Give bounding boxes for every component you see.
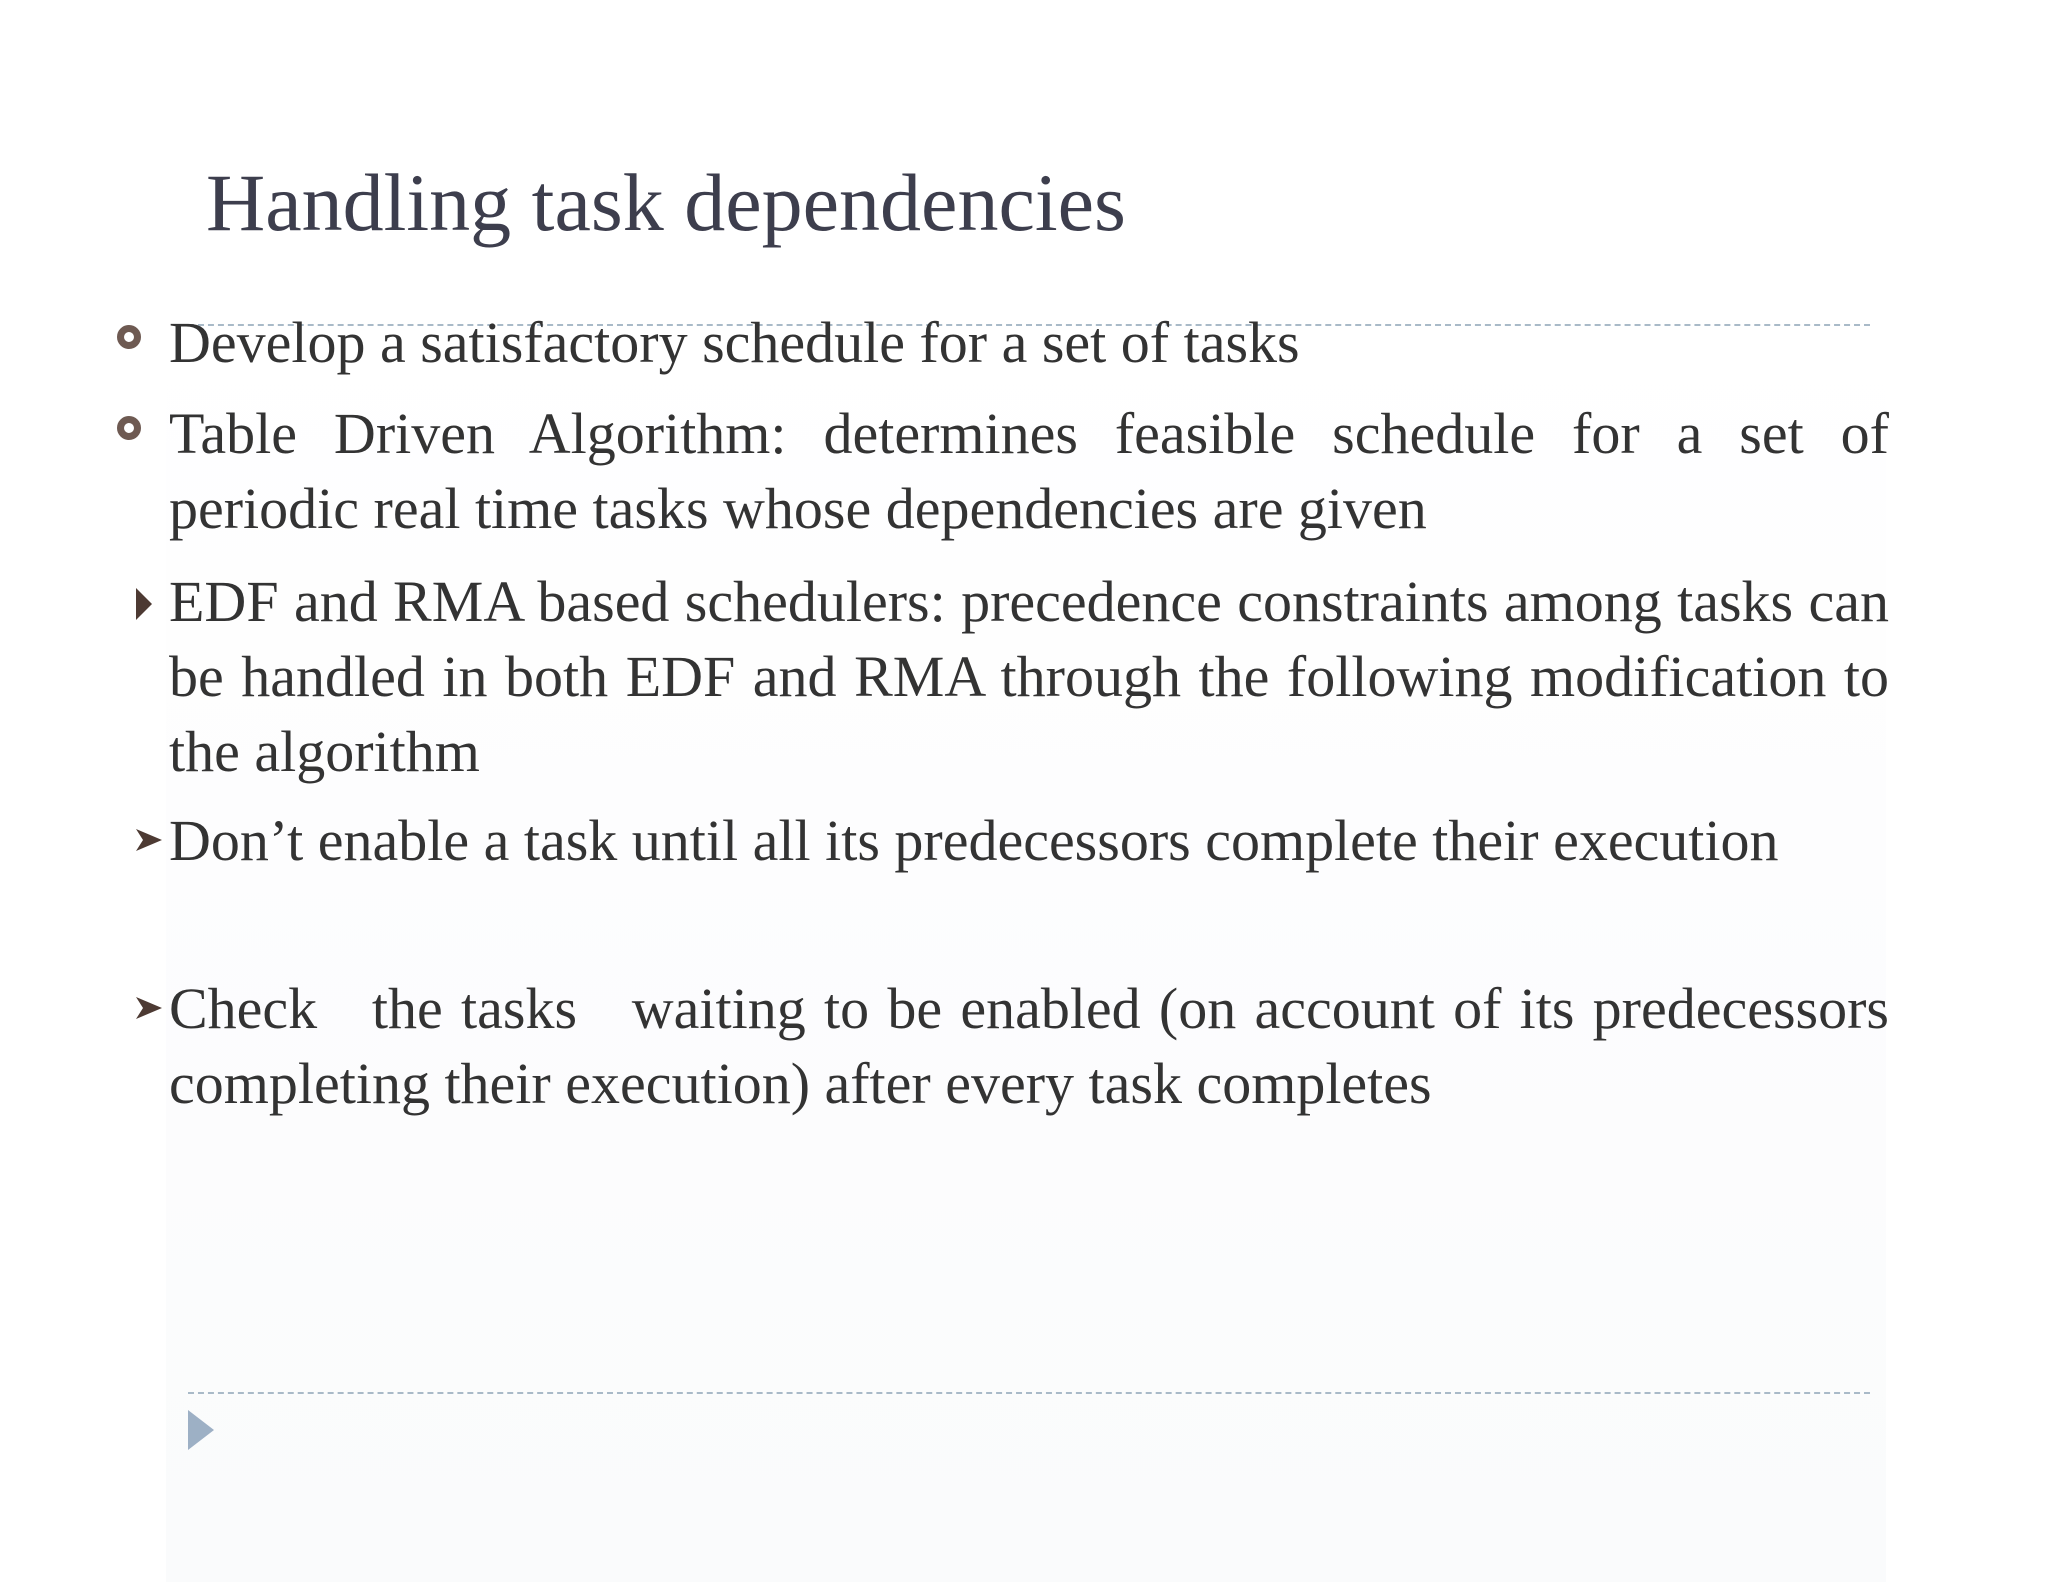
bullet-item xyxy=(169,396,1889,546)
bullet-item xyxy=(169,564,1889,789)
hollow-circle-bullet-icon xyxy=(117,325,141,349)
play-triangle-icon xyxy=(188,1410,214,1450)
slide-title: Handling task dependencies xyxy=(206,157,1126,248)
bullet-text: Table Driven Algorithm: determines feasible schedule for a set of periodic real time tasks whose dependencies are given xyxy=(169,401,1889,541)
bullet-item xyxy=(169,305,1889,380)
bullet-item xyxy=(169,803,1889,878)
bullet-item xyxy=(169,971,1904,1121)
arrowhead-bullet-icon xyxy=(134,993,164,1023)
arrowhead-bullet-icon xyxy=(134,825,164,855)
hollow-circle-bullet-icon xyxy=(117,416,141,440)
triangle-bullet-icon xyxy=(136,588,152,620)
bullet-text: EDF and RMA based schedulers: precedence constraints among tasks can be handled in both EDF and RMA through the following modification to the algorithm xyxy=(169,569,1889,784)
bullet-text: Check the tasks waiting to be enabled (on account of its predecessors completing their execution) after every task completes xyxy=(169,976,1904,1116)
bullet-text: Develop a satisfactory schedule for a set of tasks xyxy=(169,310,1300,375)
bullet-text: Don’t enable a task until all its predecessors complete their execution xyxy=(169,808,1779,873)
bottom-dashed-rule xyxy=(188,1392,1870,1394)
